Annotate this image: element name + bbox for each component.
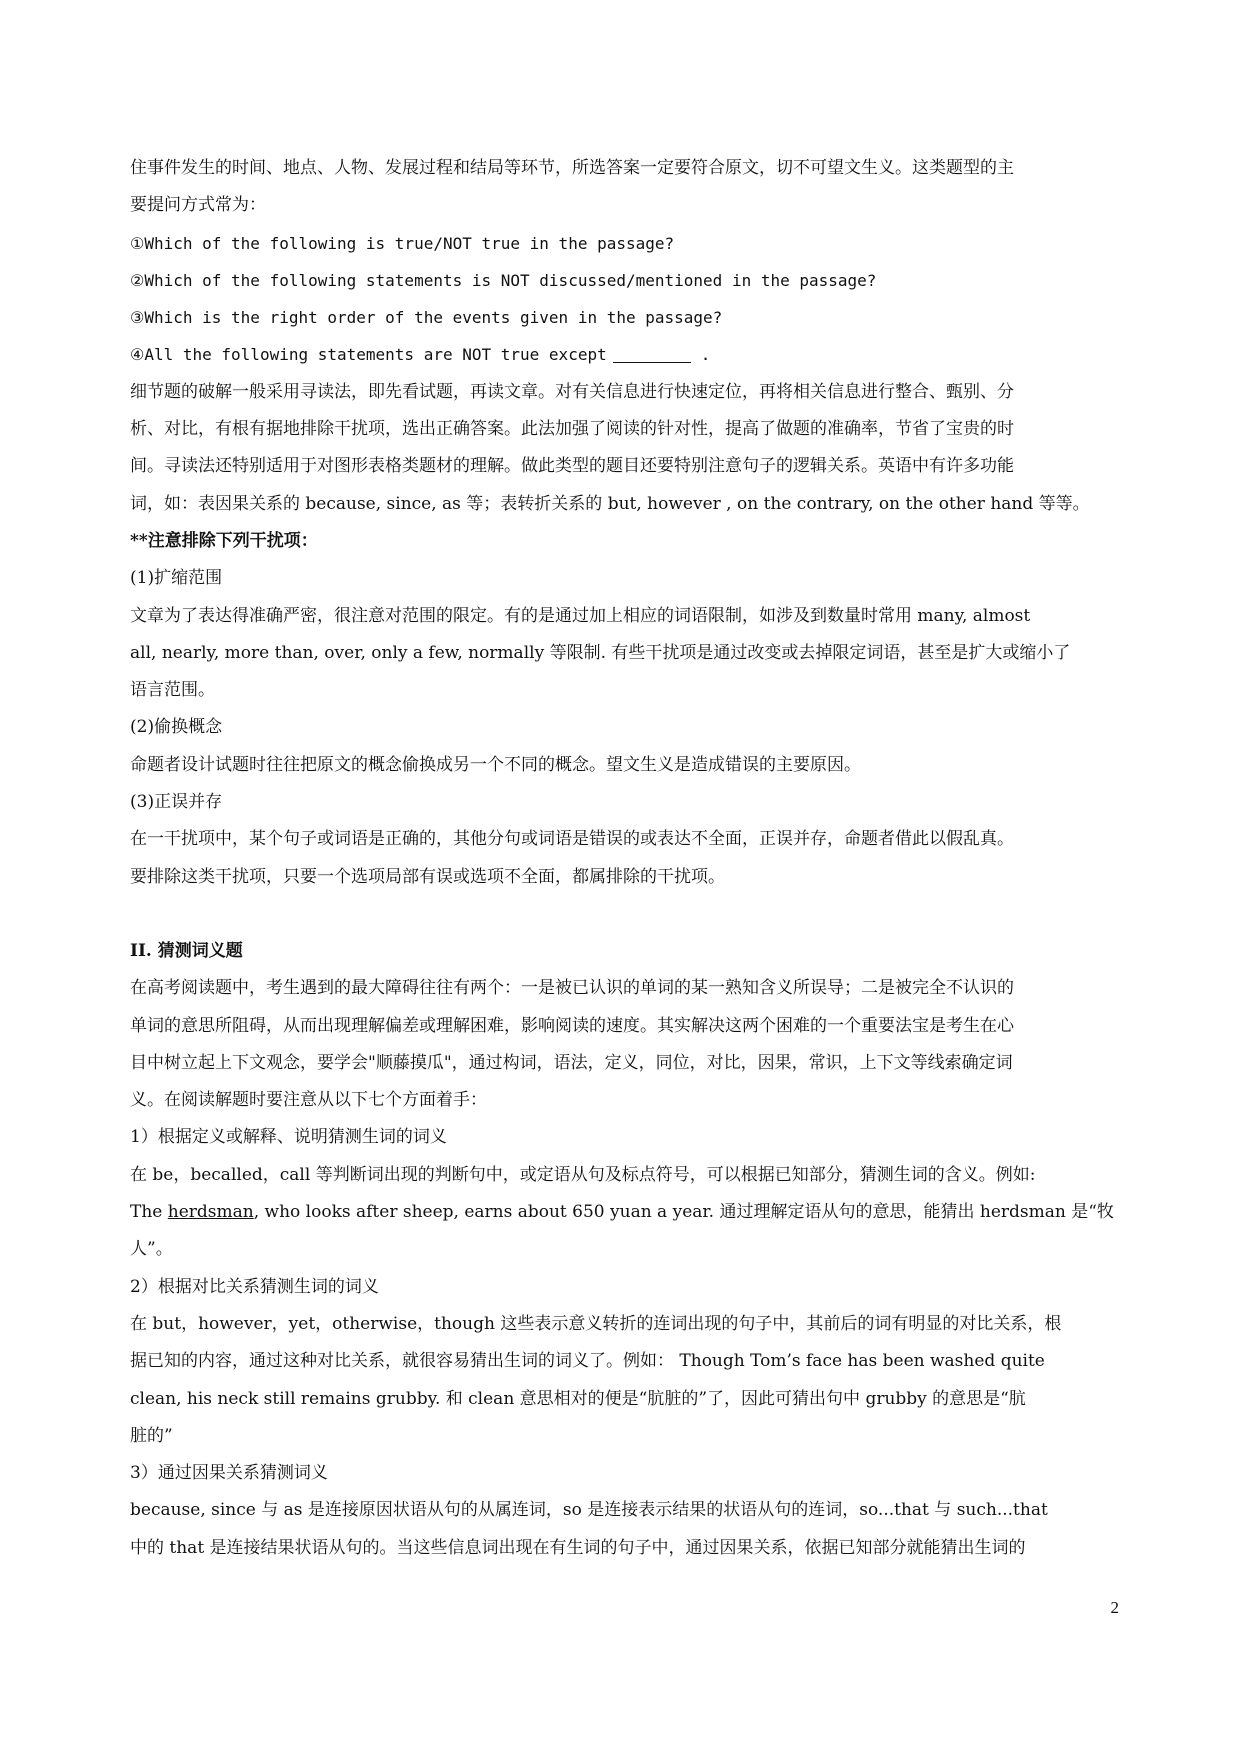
text-line: 要排除这类干扰项，只要一个选项局部有误或选项不全面，都属排除的干扰项。 [130, 866, 725, 887]
text-line: 在高考阅读题中，考生遇到的最大障碍往往有两个：一是被已认识的单词的某一熟知含义所误导；二是被完全不认识的 [130, 978, 1014, 999]
subheading: (3)正误并存 [130, 792, 223, 813]
text-line: 人”。 [130, 1239, 173, 1260]
subheading: 3）通过因果关系猜测词义 [130, 1463, 328, 1484]
text-line: because, since 与 as 是连接原因状语从句的从属连词，so 是连接表示结果的状语从句的连词，so...that 与 such...that [130, 1500, 1048, 1521]
text-line: 中的 that 是连接结果状语从句的。当这些信息词出现在有生词的句子中，通过因果关系，依据已知部分就能猜出生词的 [130, 1537, 1026, 1558]
text-line: 在 be，becalled，call 等判断词出现的判断句中，或定语从句及标点符号，可以根据已知部分，猜测生词的含义。例如: [130, 1164, 1036, 1185]
subheading: 1）根据定义或解释、说明猜测生词的词义 [130, 1127, 447, 1148]
page-content [130, 150, 1130, 1567]
text-line: 据已知的内容，通过这种对比关系，就很容易猜出生词的词义了。例如： Though Tom’s face has been washed quite [130, 1351, 1045, 1372]
text-line: 析、对比，有根有据地排除干扰项，选出正确答案。此法加强了阅读的针对性，提高了做题的准确率，节省了宝贵的时 [130, 419, 1014, 440]
text-line: 在一干扰项中，某个句子或词语是正确的，其他分句或词语是错误的或表达不全面，正误并存，命题者借此以假乱真。 [130, 829, 1014, 850]
text-line: 住事件发生的时间、地点、人物、发展过程和结局等环节，所选答案一定要符合原文，切不可望文生义。这类题型的主 [130, 158, 1014, 178]
note-heading: **注意排除下列干扰项： [130, 530, 318, 551]
answer-blank [613, 344, 691, 363]
section-heading: II. 猜测词义题 [130, 940, 243, 961]
page-number: 2 [1110, 1598, 1119, 1617]
text-line: 义。在阅读解题时要注意从以下七个方面着手： [130, 1090, 487, 1111]
example-lead: The [130, 1202, 168, 1223]
question-form-2: ②Which of the following statements is NOT discussed/mentioned in the passage? [130, 270, 877, 290]
underlined-word: herdsman [167, 1202, 254, 1223]
question-form-4-text: ④All the following statements are NOT true except [130, 345, 607, 365]
question-form-1: ①Which of the following is true/NOT true in the passage? [130, 233, 675, 253]
text-line: 要提问方式常为： [130, 195, 266, 216]
subheading: (1)扩缩范围 [130, 568, 223, 589]
text-line: 目中树立起上下文观念，要学会"顺藤摸瓜"，通过构词，语法，定义，同位，对比，因果，常识，上下文等线索确定词 [130, 1052, 1013, 1073]
text-line: 文章为了表达得准确严密，很注意对范围的限定。有的是通过加上相应的词语限制，如涉及到数量时常用 many, almost [130, 605, 1031, 626]
text-line: clean, his neck still remains grubby. 和 clean 意思相对的便是“肮脏的”了，因此可猜出句中 grubby 的意思是“肮 [130, 1388, 1026, 1409]
text-line: 细节题的破解一般采用寻读法，即先看试题，再读文章。对有关信息进行快速定位，再将相关信息进行整合、甄别、分 [130, 381, 1014, 402]
text-line: 间。寻读法还特别适用于对图形表格类题材的理解。做此类型的题目还要特别注意句子的逻辑关系。英语中有许多功能 [130, 456, 1014, 477]
question-form-3: ③Which is the right order of the events given in the passage? [130, 308, 723, 328]
text-line: 语言范围。 [130, 680, 215, 701]
example-line [130, 1194, 1130, 1231]
text-line: 脏的” [130, 1425, 173, 1446]
subheading: (2)偷换概念 [130, 717, 223, 738]
text-line: 命题者设计试题时往往把原文的概念偷换成另一个不同的概念。望文生义是造成错误的主要原因。 [130, 754, 861, 775]
subheading: 2）根据对比关系猜测生词的词义 [130, 1276, 379, 1297]
text-line: 词，如：表因果关系的 because, since, as 等；表转折关系的 but, however , on the contrary, on the other hand 等等。 [130, 493, 1090, 514]
question-form-4 [130, 336, 1130, 373]
text-line: 在 but，however，yet，otherwise，though 这些表示意义转折的连词出现的句子中，其前后的词有明显的对比关系，根 [130, 1313, 1062, 1334]
text-line: all, nearly, more than, over, only a few, normally 等限制. 有些干扰项是通过改变或去掉限定词语，甚至是扩大或缩小了 [130, 642, 1071, 663]
question-form-4-end: . [700, 345, 711, 365]
example-rest: , who looks after sheep, earns about 650 yuan a year. 通过理解定语从句的意思，能猜出 herdsman 是“牧 [253, 1202, 1114, 1223]
text-line: 单词的意思所阻碍，从而出现理解偏差或理解困难，影响阅读的速度。其实解决这两个困难的一个重要法宝是考生在心 [130, 1015, 1014, 1036]
spacer [130, 896, 1130, 933]
